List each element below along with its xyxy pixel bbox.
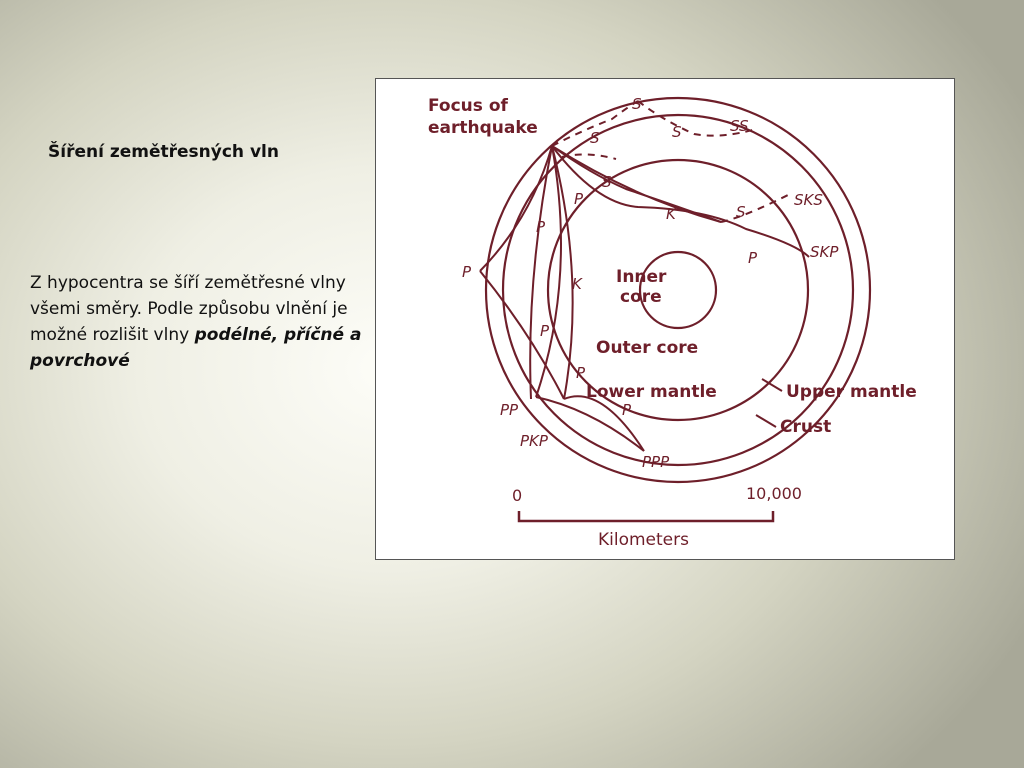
earth-seismic-waves-diagram	[375, 78, 955, 560]
wave-label-ppp: PPP	[642, 453, 670, 471]
scale-start-label: 0	[512, 486, 523, 505]
outer-core-label: Outer core	[596, 338, 699, 358]
wave-label-skp: SKP	[810, 243, 839, 261]
wave-label-p-right: P	[748, 249, 758, 267]
wave-label-s-top: S	[632, 95, 642, 113]
wave-label-p-lower-left: P	[540, 322, 550, 340]
lower-mantle-label: Lower mantle	[586, 382, 717, 402]
wave-label-p-lower-mid: P	[576, 364, 586, 382]
scale-bar	[519, 511, 773, 521]
p-path-upper	[552, 146, 721, 222]
scale-unit-label: Kilometers	[598, 530, 689, 550]
wave-label-p-left: P	[462, 263, 472, 281]
diagram-canvas	[376, 79, 954, 559]
p-path-inner-left	[552, 146, 573, 399]
wave-label-s-right-dashed: S	[672, 123, 682, 141]
inner-core-label-line2: core	[620, 287, 662, 307]
inner-core-label-line1: Inner	[616, 267, 667, 287]
wave-label-pkp: PKP	[520, 432, 548, 450]
slide-title: Šíření zemětřesných vln	[48, 142, 279, 162]
wave-label-p-bottom: P	[622, 401, 632, 419]
wave-label-sks: SKS	[794, 191, 823, 209]
s-path-mid	[552, 146, 721, 222]
wave-label-k-left: K	[572, 275, 582, 293]
wave-label-s-left-dashed: S	[590, 129, 600, 147]
crust-label: Crust	[780, 417, 832, 437]
scale-end-label: 10,000	[746, 484, 802, 503]
wave-label-p-upper-right: P	[574, 190, 584, 208]
wave-label-p-upper-left: P	[536, 218, 546, 236]
wave-label-pp: PP	[500, 401, 519, 419]
wave-label-k-top: K	[666, 205, 676, 223]
outer-core-boundary-circle	[548, 160, 808, 420]
crust-leader	[756, 415, 776, 427]
wave-label-s-right: S	[736, 203, 746, 221]
focus-label-line2: earthquake	[428, 118, 538, 138]
wave-label-s-mid: S	[602, 173, 612, 191]
sk-path	[552, 146, 809, 257]
wave-label-ss: SS	[730, 117, 749, 135]
body-emphasis-text: podélné, příčné a povrchové	[30, 325, 362, 371]
upper-mantle-label: Upper mantle	[786, 382, 917, 402]
body-plain-text: Z hypocentra se šíří zemětřesné vlny všemi směry. Podle způsobu vlnění je možné rozlišit vlny	[30, 273, 348, 345]
slide-body-text	[30, 270, 365, 374]
focus-label-line1: Focus of	[428, 96, 508, 116]
